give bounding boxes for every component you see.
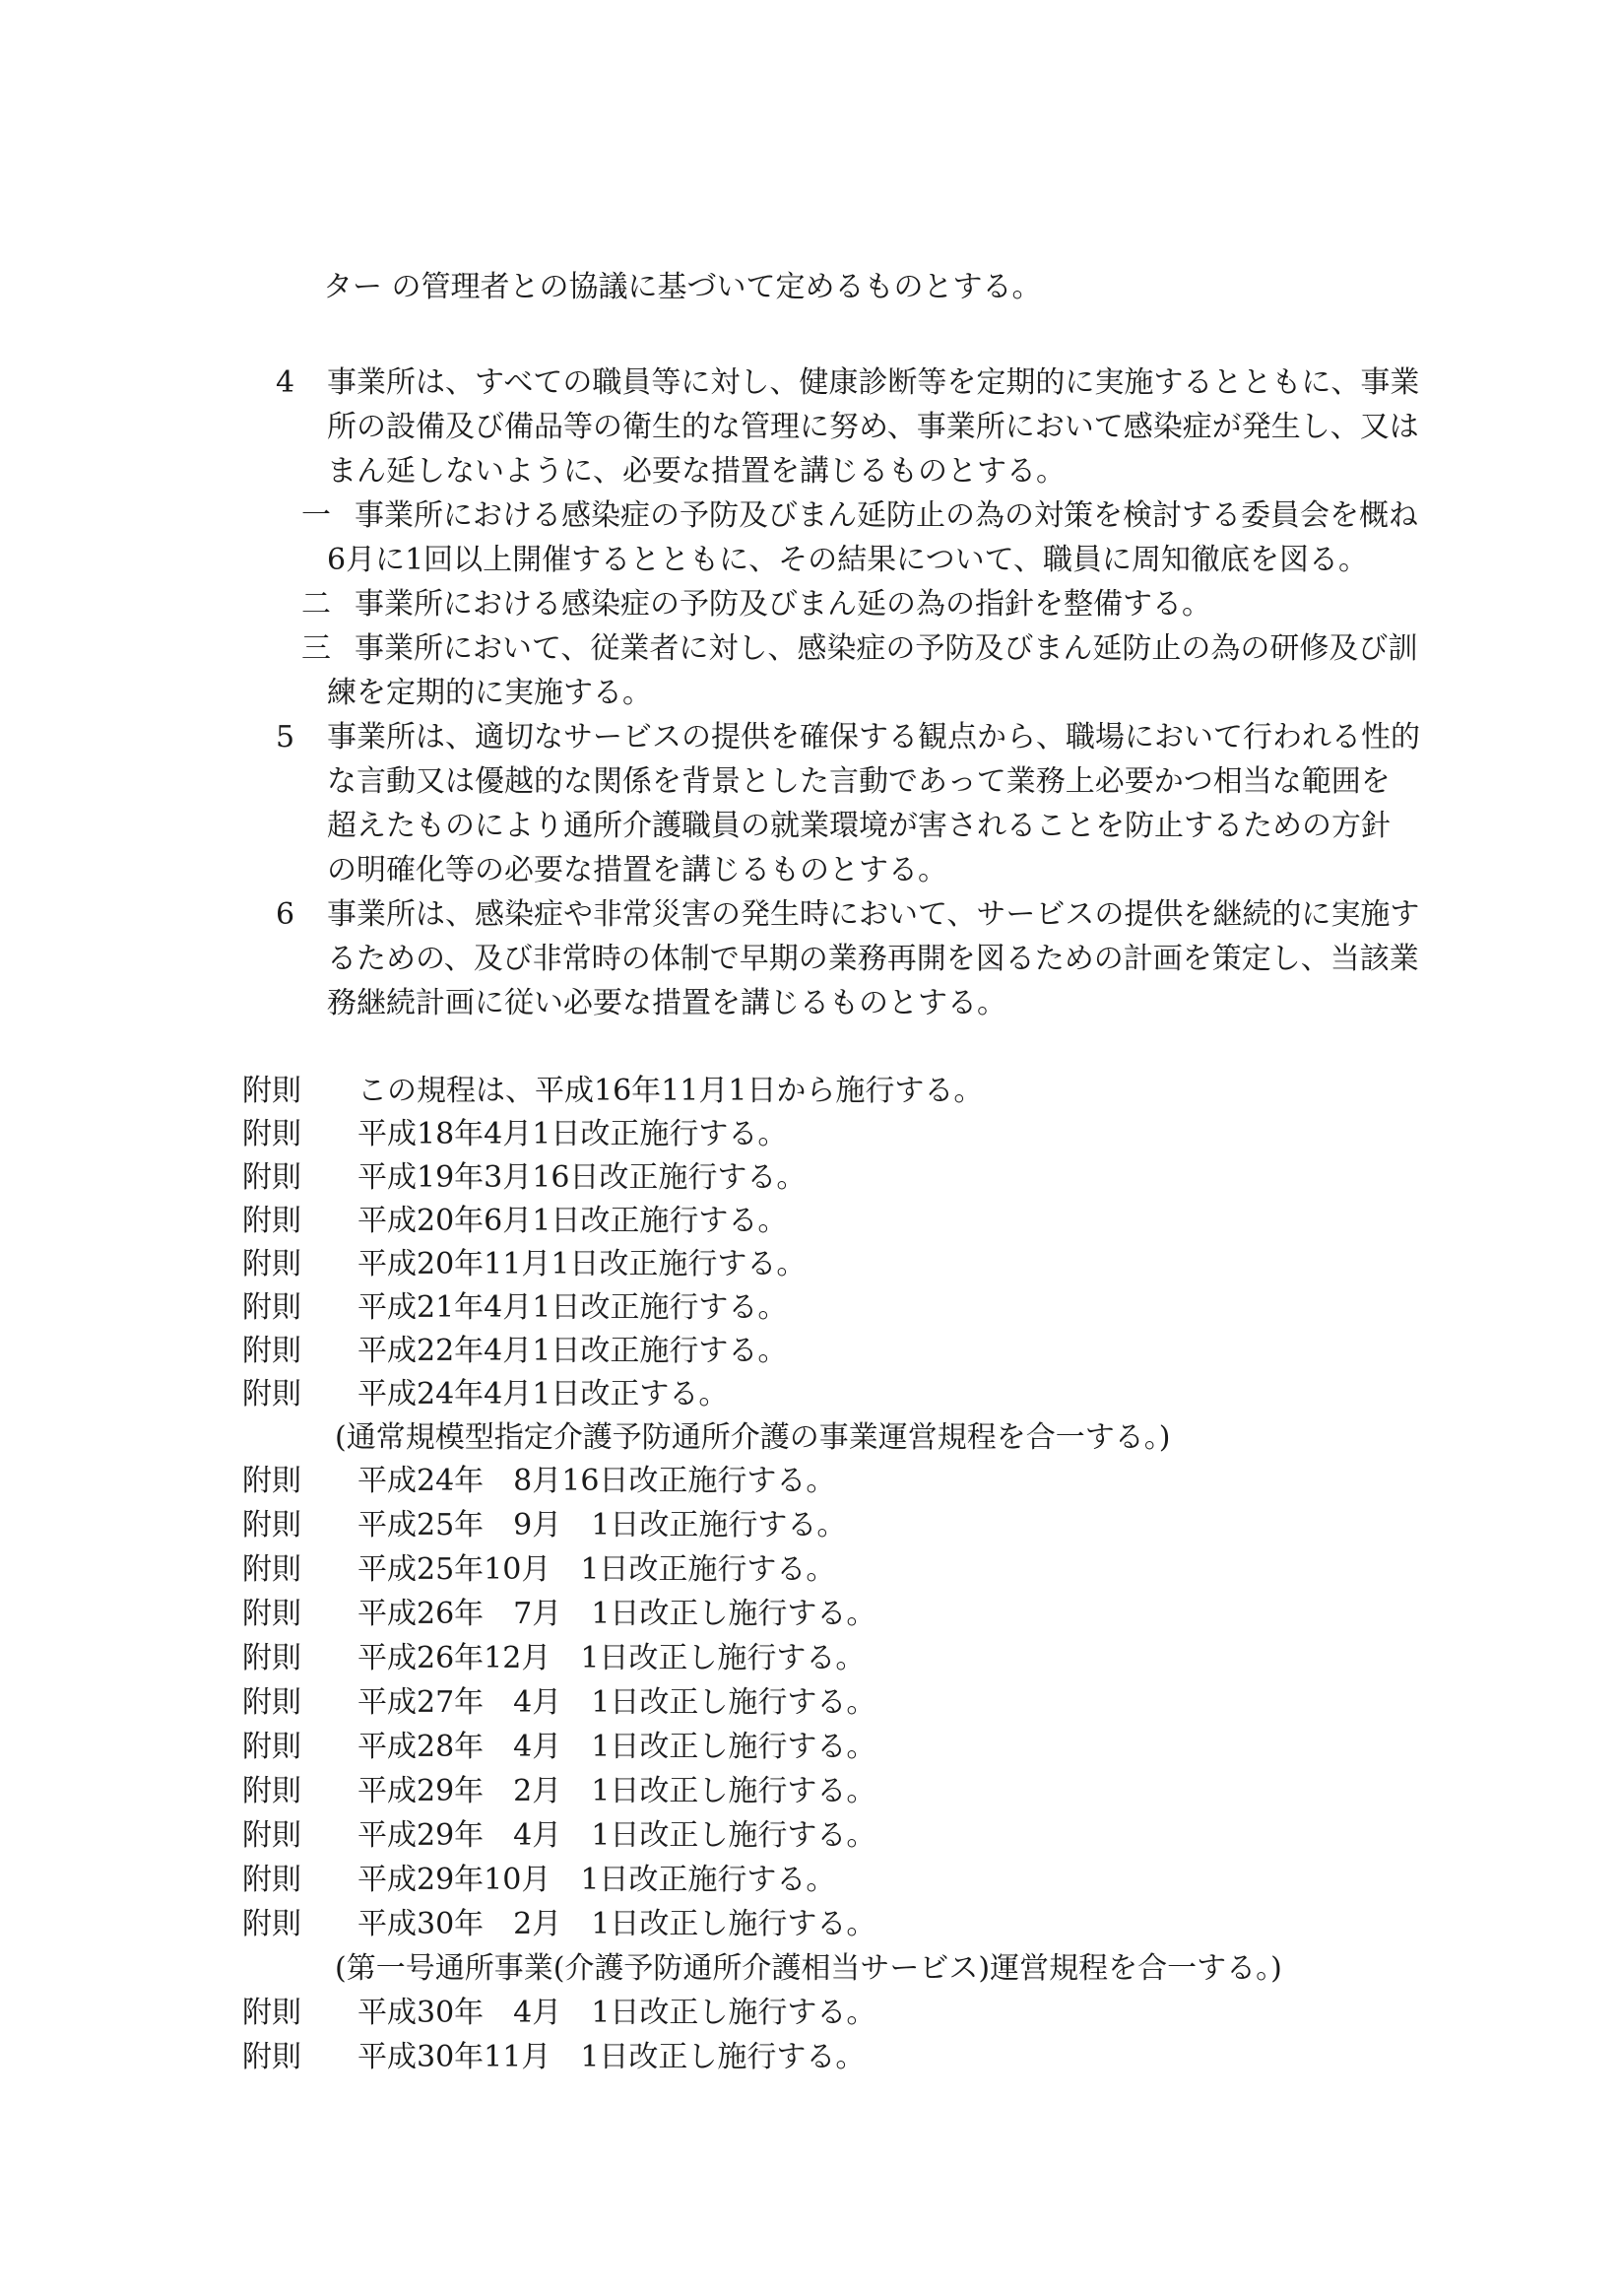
fusoku-label: 附則 <box>242 1508 301 1542</box>
fusoku-entry: 平成30年 4月 1日改正し施行する。 <box>357 1996 876 2030</box>
item2-line: 事業所における感染症の予防及びまん延の為の指針を整備する。 <box>355 587 1211 622</box>
fusoku-note: (第一号通所事業(介護予防通所介護相当サービス)運営規程を合一する。) <box>335 1951 1282 1986</box>
para6-number: 6 <box>276 897 295 932</box>
fusoku-entry: 平成28年 4月 1日改正し施行する。 <box>357 1730 876 1764</box>
para5-line: 超えたものにより通所介護職員の就業環境が害されることを防止するための方針 <box>327 809 1391 843</box>
para5-line: な言動又は優越的な関係を背景とした言動であって業務上必要かつ相当な範囲を <box>327 764 1391 799</box>
fusoku-entry: 平成24年 8月16日改正施行する。 <box>357 1464 836 1498</box>
fusoku-label: 附則 <box>242 1597 301 1631</box>
fusoku-entry: 平成25年10月 1日改正施行する。 <box>357 1552 836 1587</box>
fusoku-note: (通常規模型指定介護予防通所介護の事業運営規程を合一する。) <box>335 1420 1171 1455</box>
fusoku-label: 附則 <box>242 1685 301 1720</box>
fusoku-entry: 平成29年 4月 1日改正し施行する。 <box>357 1818 876 1853</box>
fusoku-label: 附則 <box>242 1204 301 1238</box>
fusoku-label: 附則 <box>242 1117 301 1151</box>
fusoku-label: 附則 <box>242 1641 301 1675</box>
item3-number: 三 <box>301 631 331 666</box>
fusoku-entry: 平成30年 2月 1日改正し施行する。 <box>357 1907 876 1941</box>
fusoku-label: 附則 <box>242 1818 301 1853</box>
fusoku-entry: 平成29年10月 1日改正施行する。 <box>357 1863 836 1897</box>
fusoku-label: 附則 <box>242 1247 301 1281</box>
item3-line: 事業所において、従業者に対し、感染症の予防及びまん延防止の為の研修及び訓 <box>355 631 1418 666</box>
fusoku-entry: この規程は、平成16年11月1日から施行する。 <box>357 1074 984 1108</box>
item1-line: 事業所における感染症の予防及びまん延防止の為の対策を検討する委員会を概ね <box>355 498 1418 533</box>
fusoku-entry: 平成26年12月 1日改正し施行する。 <box>357 1641 866 1675</box>
para4-number: 4 <box>276 365 295 400</box>
fusoku-entry: 平成26年 7月 1日改正し施行する。 <box>357 1597 876 1631</box>
fusoku-label: 附則 <box>242 1464 301 1498</box>
para4-line: 事業所は、すべての職員等に対し、健康診断等を定期的に実施するとともに、事業 <box>327 365 1420 400</box>
fusoku-label: 附則 <box>242 1863 301 1897</box>
para6-line: 務継続計画に従い必要な措置を講じるものとする。 <box>327 986 1006 1020</box>
item1-line: 6月に1回以上開催するとともに、その結果について、職員に周知徹底を図る。 <box>327 543 1368 577</box>
para4-line: 所の設備及び備品等の衛生的な管理に努め、事業所において感染症が発生し、又は <box>327 410 1419 444</box>
fusoku-label: 附則 <box>242 1907 301 1941</box>
fusoku-entry: 平成20年6月1日改正施行する。 <box>357 1204 788 1238</box>
fusoku-label: 附則 <box>242 1334 301 1368</box>
para6-line: 事業所は、感染症や非常災害の発生時において、サービスの提供を継続的に実施す <box>327 897 1420 932</box>
fusoku-label: 附則 <box>242 1552 301 1587</box>
fusoku-entry: 平成27年 4月 1日改正し施行する。 <box>357 1685 876 1720</box>
fusoku-entry: 平成29年 2月 1日改正し施行する。 <box>357 1774 876 1808</box>
para5-line: の明確化等の必要な措置を講じるものとする。 <box>327 853 947 887</box>
para4-line: まん延しないように、必要な措置を講じるものとする。 <box>327 454 1066 489</box>
continuation-line: ター の管理者との協議に基づいて定めるものとする。 <box>323 270 1042 304</box>
fusoku-label: 附則 <box>242 1730 301 1764</box>
fusoku-entry: 平成30年11月 1日改正し施行する。 <box>357 2040 866 2074</box>
item1-number: 一 <box>301 498 331 533</box>
para5-line: 事業所は、適切なサービスの提供を確保する観点から、職場において行われる性的 <box>327 720 1420 754</box>
para5-number: 5 <box>276 720 295 754</box>
fusoku-entry: 平成22年4月1日改正施行する。 <box>357 1334 788 1368</box>
para6-line: るための、及び非常時の体制で早期の業務再開を図るための計画を策定し、当該業 <box>327 942 1419 976</box>
fusoku-label: 附則 <box>242 1774 301 1808</box>
fusoku-label: 附則 <box>242 1996 301 2030</box>
item3-line: 練を定期的に実施する。 <box>327 676 652 710</box>
item2-number: 二 <box>301 587 331 622</box>
fusoku-label: 附則 <box>242 1160 301 1195</box>
fusoku-entry: 平成25年 9月 1日改正施行する。 <box>357 1508 847 1542</box>
fusoku-entry: 平成21年4月1日改正施行する。 <box>357 1290 788 1325</box>
fusoku-label: 附則 <box>242 1290 301 1325</box>
fusoku-entry: 平成19年3月16日改正施行する。 <box>357 1160 807 1195</box>
fusoku-entry: 平成18年4月1日改正施行する。 <box>357 1117 788 1151</box>
fusoku-label: 附則 <box>242 1377 301 1411</box>
fusoku-entry: 平成24年4月1日改正する。 <box>357 1377 729 1411</box>
fusoku-label: 附則 <box>242 2040 301 2074</box>
fusoku-label: 附則 <box>242 1074 301 1108</box>
fusoku-entry: 平成20年11月1日改正施行する。 <box>357 1247 807 1281</box>
